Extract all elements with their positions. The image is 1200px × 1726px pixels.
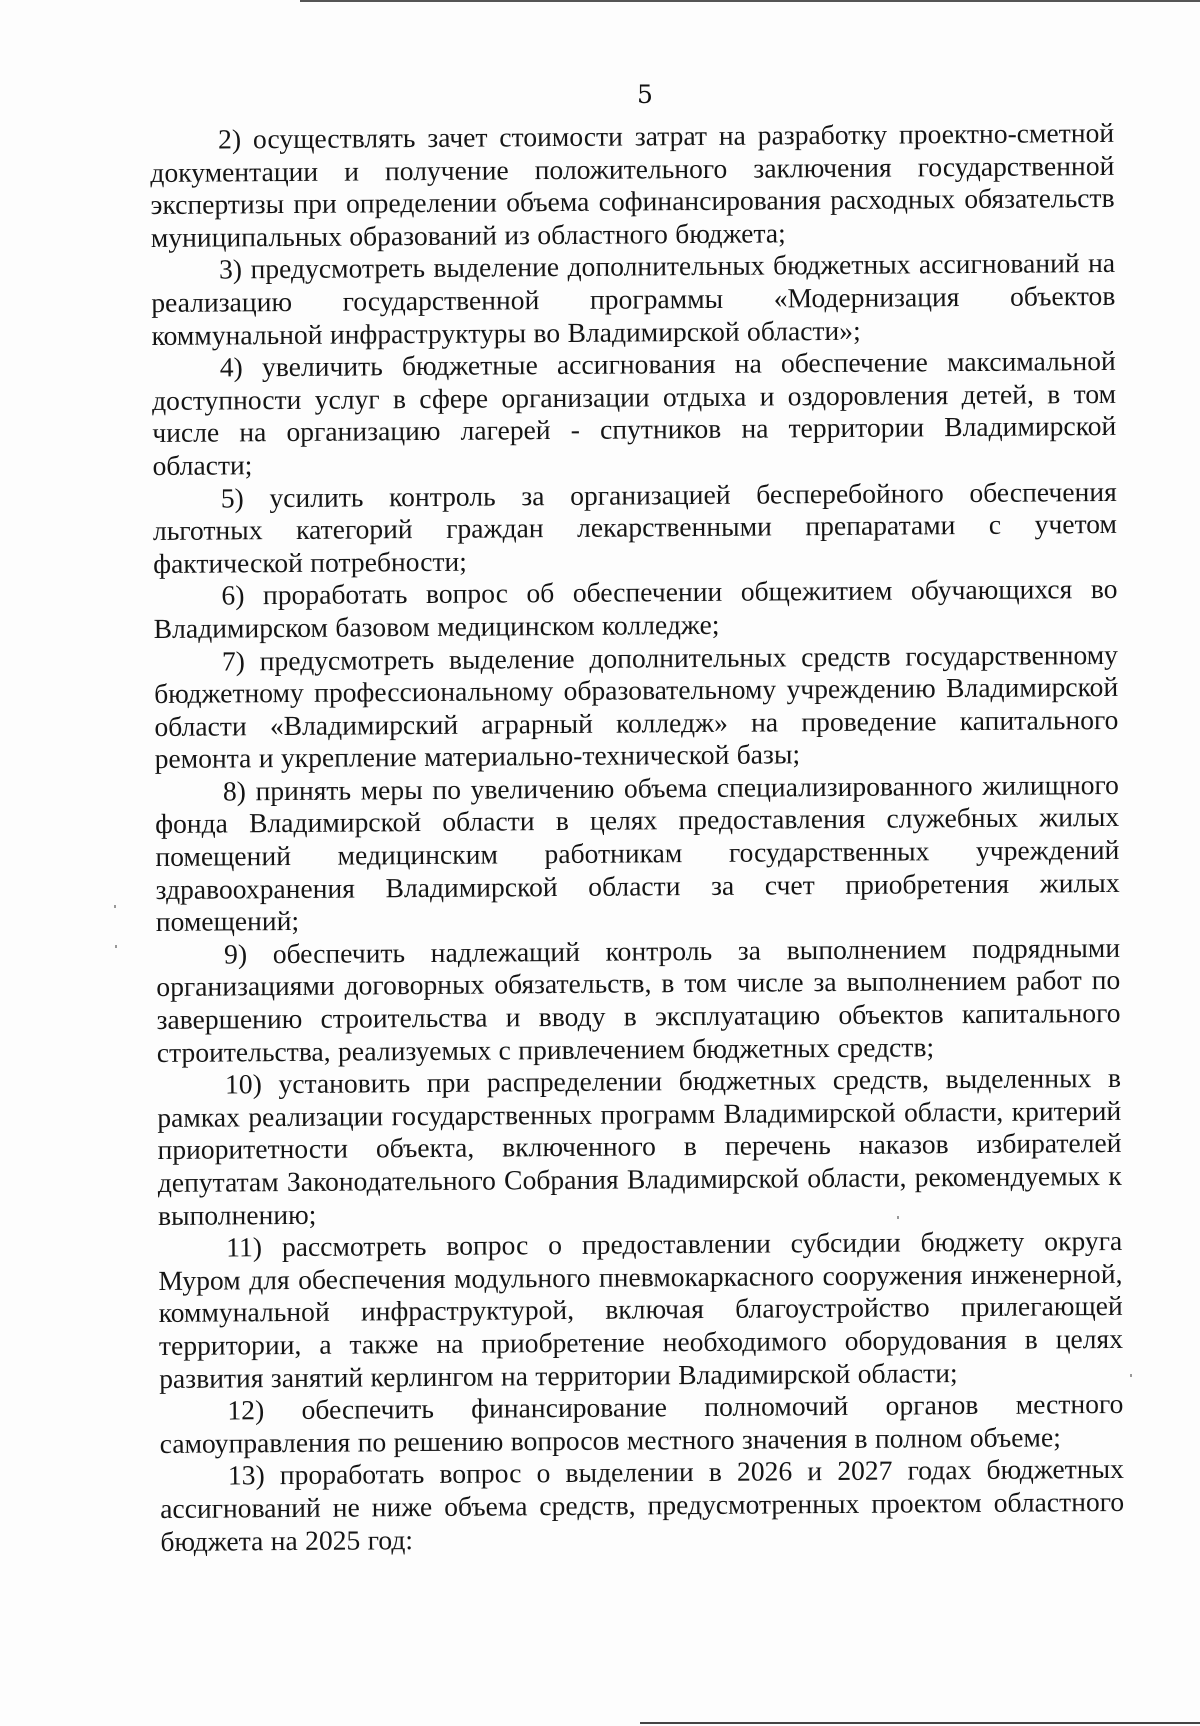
scan-speck xyxy=(115,945,117,948)
page-top-edge xyxy=(300,0,1200,2)
scan-speck xyxy=(1130,1374,1132,1377)
list-item: 8) принять меры по увеличению объема специализированного жилищного фонда Владимирской области в целях предоставления служебных жилых помещений медицинским работникам государственных учреждений здравоохранения Владимирской области за счет приобретения жилых помещений; xyxy=(155,768,1120,938)
page-bottom-edge xyxy=(640,1722,1200,1724)
list-item: 12) обеспечить финансирование полномочий органов местного самоуправления по решению вопросов местного значения в полном объеме; xyxy=(159,1388,1124,1459)
list-item: 10) установить при распределении бюджетных средств, выделенных в рамках реализации государственных программ Владимирской области, критерий приоритетности объекта, включенного в перечень наказов избирателей депутатам Законодательного Собрания Владимирской области, рекомендуемых к выполнению; xyxy=(157,1062,1122,1231)
list-item: 7) предусмотреть выделение дополнительных средств государственному бюджетному профессиональному образовательному учреждению Владимирской области «Владимирский аграрный колледж» на проведение капитального ремонта и укрепление материально-технической базы; xyxy=(154,638,1119,775)
list-item: 11) рассмотреть вопрос о предоставлении субсидии бюджету округа Муром для обеспечения модульного пневмокаркасного сооружения инженерной, коммунальной инфраструктурой, включая благоустройство прилегающей территории, а также на приобретение необходимого оборудования в целях развития занятий керлингом на территории Владимирской области; xyxy=(158,1225,1124,1394)
document-body xyxy=(150,117,1124,1558)
list-item: 2) осуществлять зачет стоимости затрат на разработку проектно-сметной документации и получение положительного заключения государственной экспертизы при определении объема софинансирования расходных обязательств муниципальных образований из областного бюджета; xyxy=(150,116,1115,253)
list-item: 6) проработать вопрос об обеспечении общежитием обучающихся во Владимирском базовом медицинском колледже; xyxy=(153,573,1118,644)
list-item: 9) обеспечить надлежащий контроль за выполнением подрядными организациями договорных обязательств, в том числе за выполнением работ по завершению строительства и вводу в эксплуатацию объектов капитального строительства, реализуемых с привлечением бюджетных средств; xyxy=(156,931,1121,1068)
list-item: 3) предусмотреть выделение дополнительных бюджетных ассигнований на реализацию государственной программы «Модернизация объектов коммунальной инфраструктуры во Владимирской области»; xyxy=(151,247,1116,351)
scan-speck xyxy=(114,905,116,908)
list-item: 5) усилить контроль за организацией бесперебойного обеспечения льготных категорий граждан лекарственными препаратами с учетом фактической потребности; xyxy=(152,475,1118,579)
scan-speck xyxy=(897,1216,899,1219)
list-item: 13) проработать вопрос о выделении в 2026 и 2027 годах бюджетных ассигнований не ниже объема средств, предусмотренных проектом областного бюджета на 2025 год: xyxy=(160,1453,1125,1557)
page-number: 5 xyxy=(637,80,653,109)
list-item: 4) увеличить бюджетные ассигнования на обеспечение максимальной доступности услуг в сфере организации отдыха и оздоровления детей, в том числе на организацию лагерей - спутников на территории Владимирской области; xyxy=(151,345,1117,481)
